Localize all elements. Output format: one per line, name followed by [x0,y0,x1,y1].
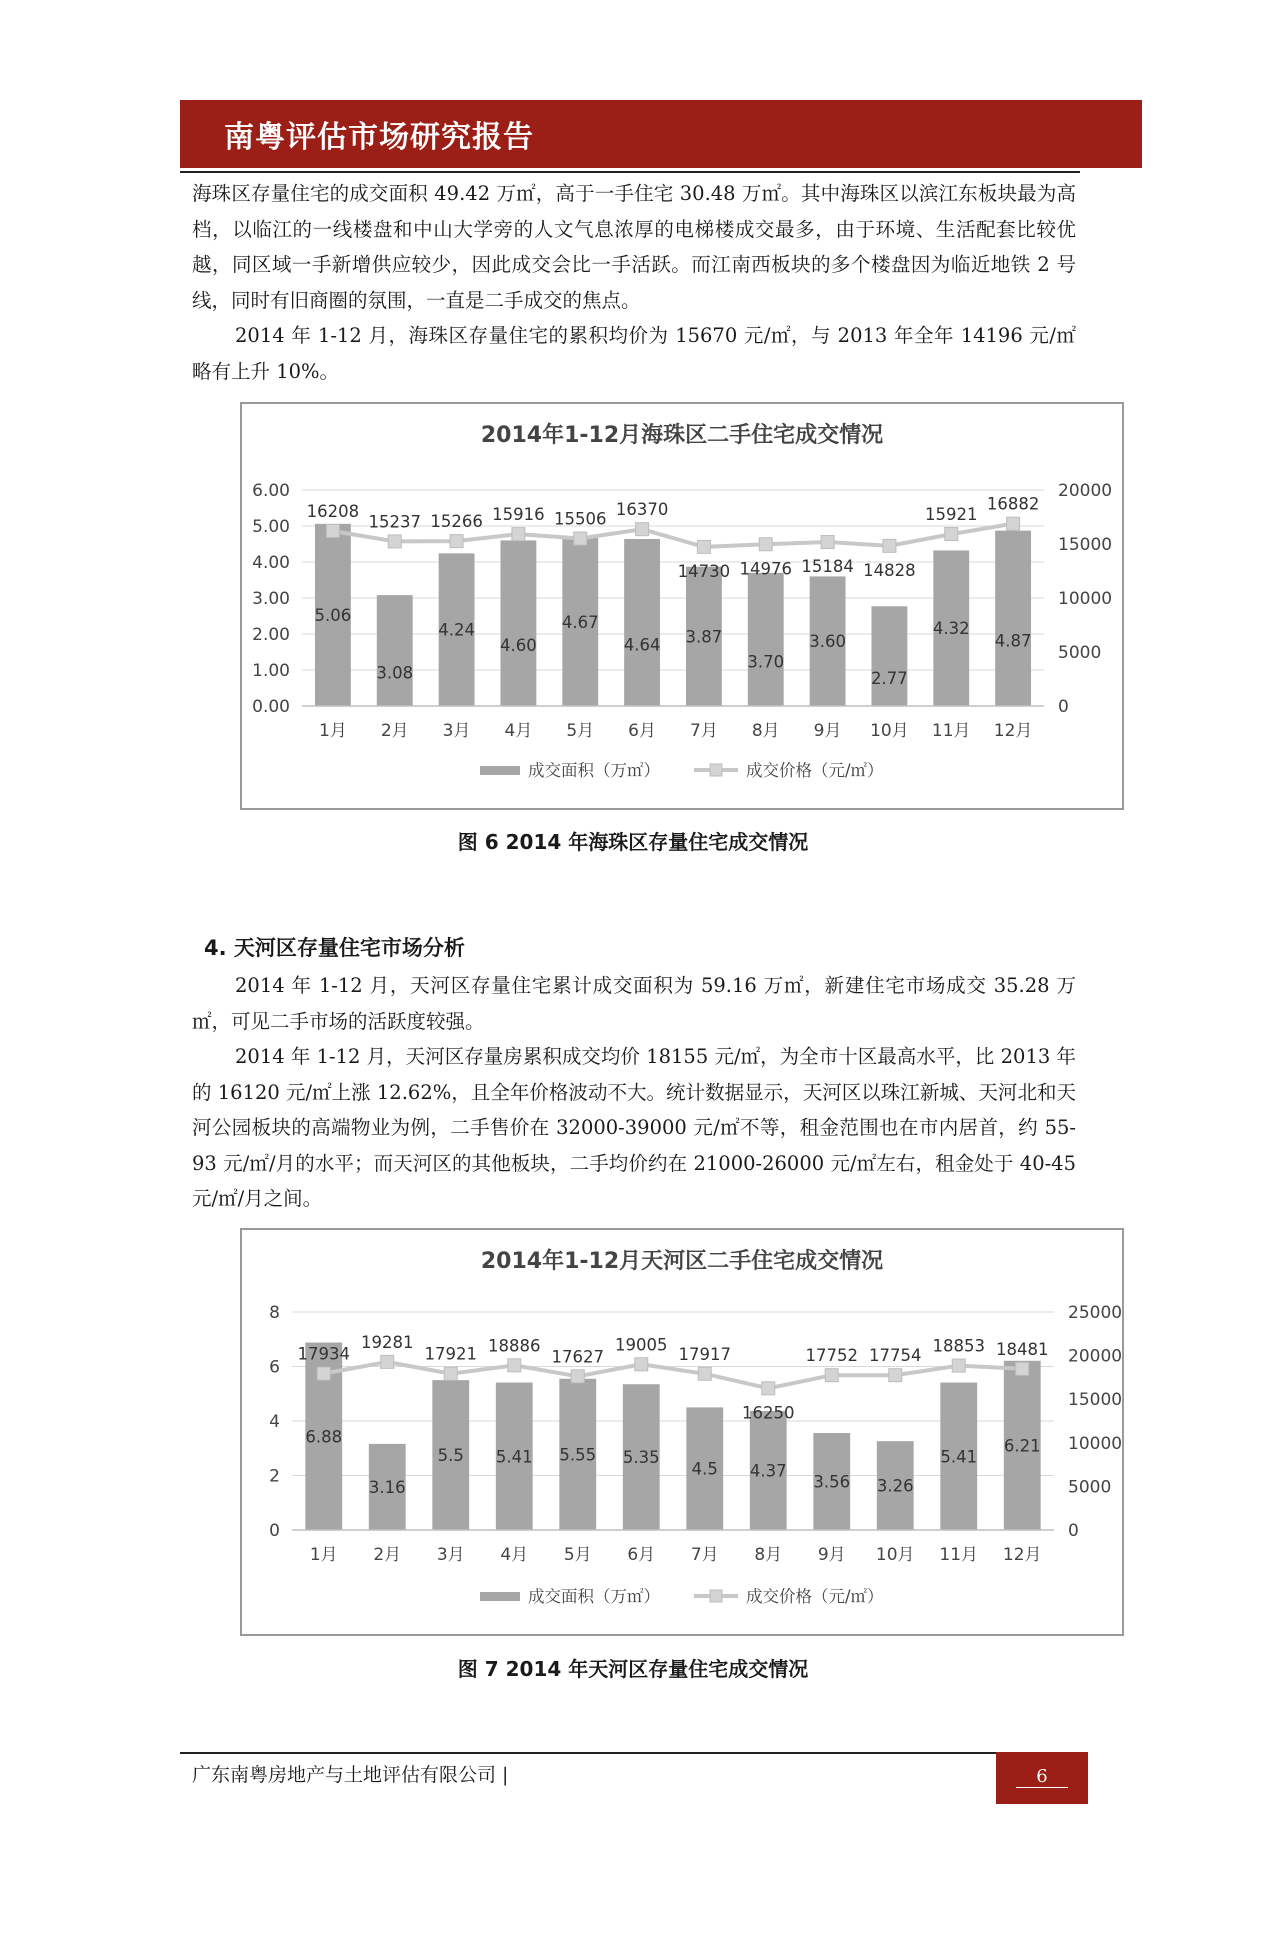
price-marker [945,528,958,541]
legend-line-label: 成交价格（元/㎡） [746,1587,884,1606]
right-tick-label: 15000 [1068,1390,1122,1411]
price-value-label: 15921 [925,505,978,525]
right-tick-label: 15000 [1058,535,1113,555]
bar-value-label: 4.37 [749,1461,787,1481]
price-marker [444,1367,457,1380]
price-value-label: 15237 [368,512,421,532]
x-tick-label: 11月 [931,721,971,741]
haizhu-paragraph-1: 海珠区存量住宅的成交面积 49.42 万㎡，高于一手住宅 30.48 万㎡。其中海珠区以滨江东板块最为高档，以临江的一线楼盘和中山大学旁的人文气息浓厚的电梯楼成交最多，由于环境、生活配套比较优越，同区域一手新增供应较少，因此成交会比一手活跃。而江南西板块的多个楼盘因为临近地铁 2 号线，同时有旧商圈的氛围，一直是二手成交的焦点。 [192,182,1076,312]
price-marker [698,1367,711,1380]
left-tick-label: 2 [269,1466,280,1487]
price-value-label: 17627 [551,1347,604,1367]
price-marker [571,1370,584,1383]
bar-value-label: 5.06 [314,605,352,625]
right-tick-label: 20000 [1058,481,1113,501]
price-value-label: 17934 [297,1344,350,1364]
price-marker [508,1359,521,1372]
x-tick-label: 9月 [813,721,842,741]
price-value-label: 16250 [742,1403,795,1423]
bar [624,539,660,706]
left-tick-label: 6 [269,1357,280,1378]
bar-value-label: 3.60 [809,632,846,652]
price-value-label: 17754 [869,1346,922,1366]
x-tick-label: 8月 [751,721,780,741]
price-value-label: 15506 [554,509,607,529]
bar-value-label: 4.5 [691,1459,718,1479]
price-value-label: 17917 [678,1344,731,1364]
bar-value-label: 6.88 [305,1427,343,1447]
bar-value-label: 5.35 [622,1448,660,1468]
bar-value-label: 3.56 [813,1472,851,1492]
legend-line-marker [710,764,722,776]
price-marker [381,1355,394,1368]
bar [748,573,784,706]
figure7-caption: 图 7 2014 年天河区存量住宅成交情况 [457,1657,809,1681]
left-tick-label: 1.00 [252,661,290,681]
right-tick-label: 20000 [1068,1346,1122,1367]
x-tick-label: 7月 [690,1545,719,1565]
right-tick-label: 5000 [1068,1477,1112,1498]
chart-title: 2014年1-12月天河区二手住宅成交情况 [480,1249,884,1274]
price-marker [1007,517,1020,530]
legend-line-marker [710,1590,722,1602]
bar [995,531,1031,706]
price-value-label: 18853 [932,1336,985,1356]
chart-tianhe [240,1228,1124,1636]
x-tick-label: 6月 [628,721,656,741]
price-value-label: 16208 [306,501,360,521]
x-tick-label: 2月 [373,1545,402,1565]
bar-value-label: 4.87 [994,631,1032,651]
x-tick-label: 10月 [870,721,909,741]
bar-value-label: 5.55 [559,1445,597,1465]
bar-value-label: 4.60 [500,636,537,656]
haizhu-paragraph-2: 2014 年 1-12 月，海珠区存量住宅的累积均价为 15670 元/㎡，与 2013 年全年 14196 元/㎡略有上升 10%。 [192,324,1076,383]
price-marker [889,1369,902,1382]
x-tick-label: 2月 [380,721,409,741]
price-marker [1016,1362,1029,1375]
footer-divider [180,1752,996,1754]
price-value-label: 14730 [677,561,731,581]
x-tick-label: 9月 [817,1545,846,1565]
x-tick-label: 4月 [504,721,533,741]
figure6-caption: 图 6 2014 年海珠区存量住宅成交情况 [457,830,809,854]
x-tick-label: 7月 [690,721,718,741]
legend-line-label: 成交价格（元/㎡） [746,761,884,780]
price-marker [883,539,896,552]
footer-company: 广东南粤房地产与土地评估有限公司 | [192,1764,509,1786]
price-value-label: 15184 [801,557,854,577]
price-marker [574,532,587,545]
x-tick-label: 12月 [993,721,1033,741]
x-tick-label: 10月 [875,1545,915,1565]
bar-value-label: 5.41 [495,1447,533,1467]
left-tick-label: 8 [269,1303,280,1323]
bar-value-label: 4.67 [561,612,599,632]
page-number: 6 [1016,1766,1067,1788]
legend-bar-swatch [480,766,520,775]
price-value-label: 18886 [488,1336,541,1356]
price-value-label: 19281 [361,1332,414,1352]
bar [500,540,536,706]
page-number-box [996,1752,1088,1804]
price-line [324,1362,1023,1388]
bar-value-label: 5.5 [437,1446,464,1466]
price-value-label: 16882 [986,494,1040,514]
x-tick-label: 3月 [436,1545,465,1565]
price-value-label: 19005 [615,1335,668,1355]
price-marker [512,528,525,541]
left-tick-label: 5.00 [252,517,290,537]
x-tick-label: 5月 [563,1545,592,1565]
chart-title: 2014年1-12月海珠区二手住宅成交情况 [480,423,884,448]
section4-heading: 4. 天河区存量住宅市场分析 [204,936,465,960]
bar [871,606,907,706]
left-tick-label: 0 [269,1521,280,1541]
header-divider [180,171,1080,173]
legend-bar-label: 成交面积（万㎡） [528,1587,660,1606]
bar [377,595,413,706]
x-tick-label: 8月 [754,1545,783,1565]
price-value-label: 14828 [863,560,916,580]
price-value-label: 18481 [996,1339,1049,1359]
price-value-label: 17921 [424,1344,477,1364]
x-tick-label: 5月 [566,721,595,741]
right-tick-label: 0 [1058,697,1069,717]
bar-value-label: 4.64 [623,635,661,655]
bar-value-label: 6.21 [1003,1436,1041,1456]
left-tick-label: 3.00 [252,589,290,609]
bar-value-label: 3.16 [368,1477,406,1497]
legend-bar-label: 成交面积（万㎡） [528,761,660,780]
price-value-label: 15266 [430,512,483,532]
price-value-label: 16370 [615,500,669,520]
price-marker [636,523,649,536]
price-marker [759,538,772,551]
chart-haizhu-svg [242,404,1122,808]
price-marker [762,1382,775,1395]
report-header-bar [180,100,1142,168]
legend-bar-swatch [480,1592,520,1601]
price-marker [825,1369,838,1382]
price-marker [450,535,463,548]
x-tick-label: 12月 [1002,1545,1042,1565]
x-tick-label: 1月 [309,1545,338,1565]
bar-value-label: 3.26 [876,1476,914,1496]
chart-tianhe-svg [242,1230,1122,1634]
x-tick-label: 3月 [442,721,471,741]
bar-value-label: 3.87 [685,627,723,647]
bar-value-label: 5.41 [940,1447,978,1467]
right-tick-label: 0 [1068,1521,1079,1541]
chart-haizhu [240,402,1124,810]
left-tick-label: 4 [269,1412,280,1432]
price-marker [317,1367,330,1380]
bar-value-label: 3.70 [747,652,785,672]
x-tick-label: 1月 [319,721,347,741]
right-tick-label: 10000 [1058,589,1113,609]
bar-value-label: 4.24 [438,620,475,640]
report-title: 南粤评估市场研究报告 [224,120,534,155]
price-value-label: 14976 [739,559,792,579]
price-marker [821,536,834,549]
tianhe-paragraph-2: 2014 年 1-12 月，天河区存量房累积成交均价 18155 元/㎡，为全市十区最高水平，比 2013 年的 16120 元/㎡上涨 12.62%，且全年价格波动不大。统计数据显示，天河区以珠江新城、天河北和天河公园板块的高端物业为例，二手售价在 32000-39000 元/㎡不等，租金范围也在市内居首，约 55-93 元/㎡/月的水平；而天河区的其他板块，二手均价约在 21000-26000 元/㎡左右，租金处于 40-45 元/㎡/月之间。 [192,1045,1076,1210]
price-marker [388,535,401,548]
price-value-label: 17752 [805,1346,858,1366]
bar-value-label: 4.32 [932,619,970,639]
left-tick-label: 4.00 [252,553,290,573]
right-tick-label: 5000 [1058,643,1102,663]
price-value-label: 15916 [492,505,545,525]
price-marker [635,1358,648,1371]
x-tick-label: 6月 [627,1545,656,1565]
price-marker [326,524,339,537]
left-tick-label: 6.00 [252,481,290,501]
tianhe-paragraph-1: 2014 年 1-12 月，天河区存量住宅累计成交面积为 59.16 万㎡，新建住宅市场成交 35.28 万㎡，可见二手市场的活跃度较强。 [192,974,1076,1033]
left-tick-label: 2.00 [252,625,290,645]
right-tick-label: 25000 [1068,1303,1122,1323]
x-tick-label: 4月 [500,1545,529,1565]
bar-value-label: 2.77 [871,669,908,689]
price-marker [952,1359,965,1372]
right-tick-label: 10000 [1068,1433,1122,1454]
x-tick-label: 11月 [939,1545,979,1565]
price-marker [697,540,710,553]
bar-value-label: 3.08 [376,663,414,683]
left-tick-label: 0.00 [252,697,290,717]
